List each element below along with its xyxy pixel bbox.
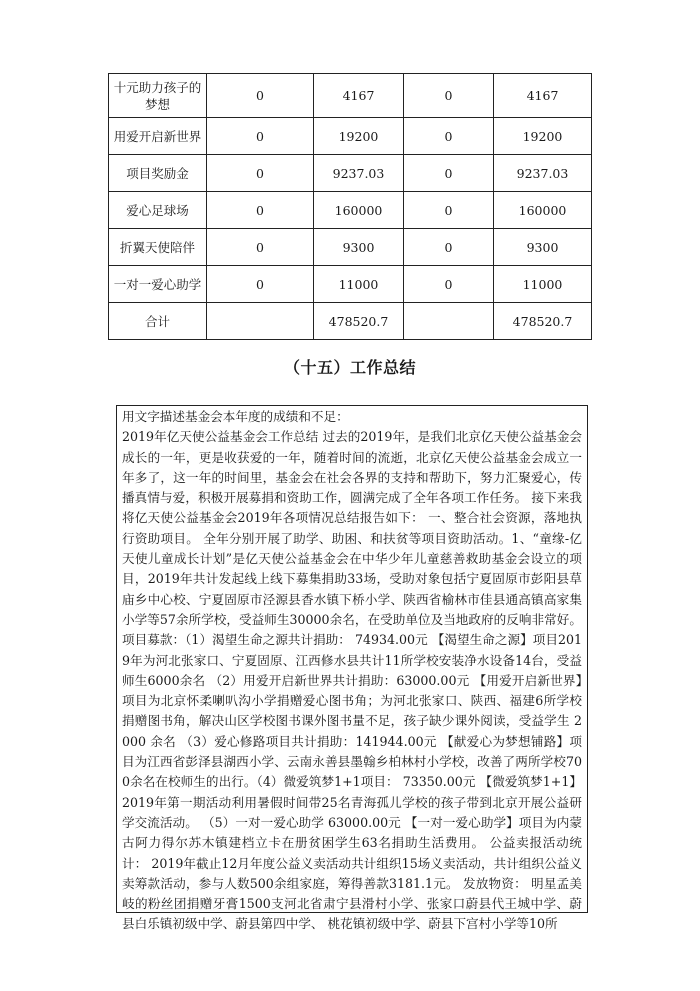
table-cell-project: 十元助力孩子的梦想 (109, 74, 207, 118)
table-cell-project: 折翼天使陪伴 (109, 229, 207, 266)
table-cell: 4167 (314, 74, 404, 118)
table-cell: 9237.03 (494, 155, 592, 192)
table-cell: 19200 (314, 118, 404, 155)
table-total-row (109, 303, 592, 340)
table-row (109, 74, 592, 118)
table-cell-project: 一对一爱心助学 (109, 266, 207, 303)
section-heading: （十五）工作总结 (283, 358, 416, 377)
table-row (109, 118, 592, 155)
total-value: 478520.7 (494, 303, 592, 340)
table-cell-project: 爱心足球场 (109, 192, 207, 229)
table-cell: 0 (404, 266, 494, 303)
table-cell: 9237.03 (314, 155, 404, 192)
table-cell: 9300 (494, 229, 592, 266)
table-cell: 0 (207, 74, 314, 118)
table-cell: 0 (404, 118, 494, 155)
table-cell: 0 (404, 155, 494, 192)
table-cell (404, 303, 494, 340)
table-cell: 11000 (314, 266, 404, 303)
summary-box (116, 405, 588, 932)
table-cell: 0 (207, 192, 314, 229)
table-cell: 160000 (314, 192, 404, 229)
table-cell: 0 (207, 266, 314, 303)
summary-body: 2019年亿天使公益基金会工作总结 过去的2019年，是我们北京亿天使公益基金会成长的一年，更是收获爱的一年，随着时间的流逝，北京亿天使公益基金会成立一年多了，这一年的时间里，基金会在社会各界的支持和帮助下，努力汇聚爱心，传播真情与爱，积极开展募捐和资助工作，圆满完成了全年各项工作任务。 接下来我将亿天使公益基金会2019年各项情况总结报告如下： 一、整合社会资源，落地执行资助项目。 全年分别开展了助学、助困、和扶贫等项目资助活动。1、“童缘-亿天使儿童成长计划”是亿天使公益基金会在中华少年儿童慈善救助基金会设立的项目，2019年共计发起线上线下募集捐助33场，受助对象包括宁夏固原市彭阳县草庙乡中心校、宁夏固原市泾源县香水镇下桥小学、陕西省榆林市佳县通高镇高家集小学等57余所学校，受益师生30000余名，在受助单位及当地政府的反响非常好。 项目募款：（1）渴望生命之源共计捐助： 74934.00元 【渴望生命之源】项目2019年为河北张家口、宁夏固原、江西修水县共计11所学校安装净水设备14台，受益师生6000余名 （2）用爱开启新世界共计捐助：63000.00元 【用爱开启新世界】项目为北京怀柔喇叭沟小学捐赠爱心图书角；为河北张家口、陕西、福建6所学校捐赠图书角，解决山区学校图书课外图书量不足，孩子缺少课外阅读，受益学生 2000 余名 （3）爱心修路项目共计捐助：141944.00元 【献爱心为梦想铺路】项目为江西省彭泽县湖西小学、云南永善县墨翰乡柏林村小学校，改善了两所学校700余名在校师生的出行。（4）微爱筑梦1+1项目： 73350.00元 【微爱筑梦1+1】2019年第一期活动利用暑假时间带25名青海孤儿学校的孩子带到北京开展公益研学交流活动。 （5）一对一爱心助学 63000.00元 【一对一爱心助学】项目为内蒙古阿力得尔苏木镇建档立卡在册贫困学生63名捐助生活费用。 公益卖报活动统计： 2019年截止12月年度公益义卖活动共计组织15场义卖活动，共计组织公益义卖筹款活动，参与人数500余组家庭，筹得善款3181.1元。 发放物资： 明星孟美岐的粉丝团捐赠牙膏1500支河北省肃宁县滑村小学、张家口蔚县代王城中学、蔚县白乐镇初级中学、蔚县第四中学、 桃花镇初级中学、蔚县下宫村小学等10所 (122, 429, 582, 932)
table-cell: 4167 (494, 74, 592, 118)
table-cell-project: 项目奖励金 (109, 155, 207, 192)
table-cell: 160000 (494, 192, 592, 229)
table-cell: 0 (404, 192, 494, 229)
table-cell: 11000 (494, 266, 592, 303)
table-cell: 0 (207, 155, 314, 192)
total-label: 合计 (109, 303, 207, 340)
fund-table (108, 73, 592, 340)
table-row (109, 192, 592, 229)
table-cell: 0 (207, 229, 314, 266)
total-value: 478520.7 (314, 303, 404, 340)
table-cell: 0 (404, 74, 494, 118)
table-row (109, 266, 592, 303)
table-cell: 0 (207, 118, 314, 155)
summary-prompt: 用文字描述基金会本年度的成绩和不足： (122, 409, 349, 424)
table-cell: 19200 (494, 118, 592, 155)
table-row (109, 229, 592, 266)
table-cell-project: 用爱开启新世界 (109, 118, 207, 155)
table-cell: 9300 (314, 229, 404, 266)
table-cell (207, 303, 314, 340)
table-row (109, 155, 592, 192)
table-cell: 0 (404, 229, 494, 266)
